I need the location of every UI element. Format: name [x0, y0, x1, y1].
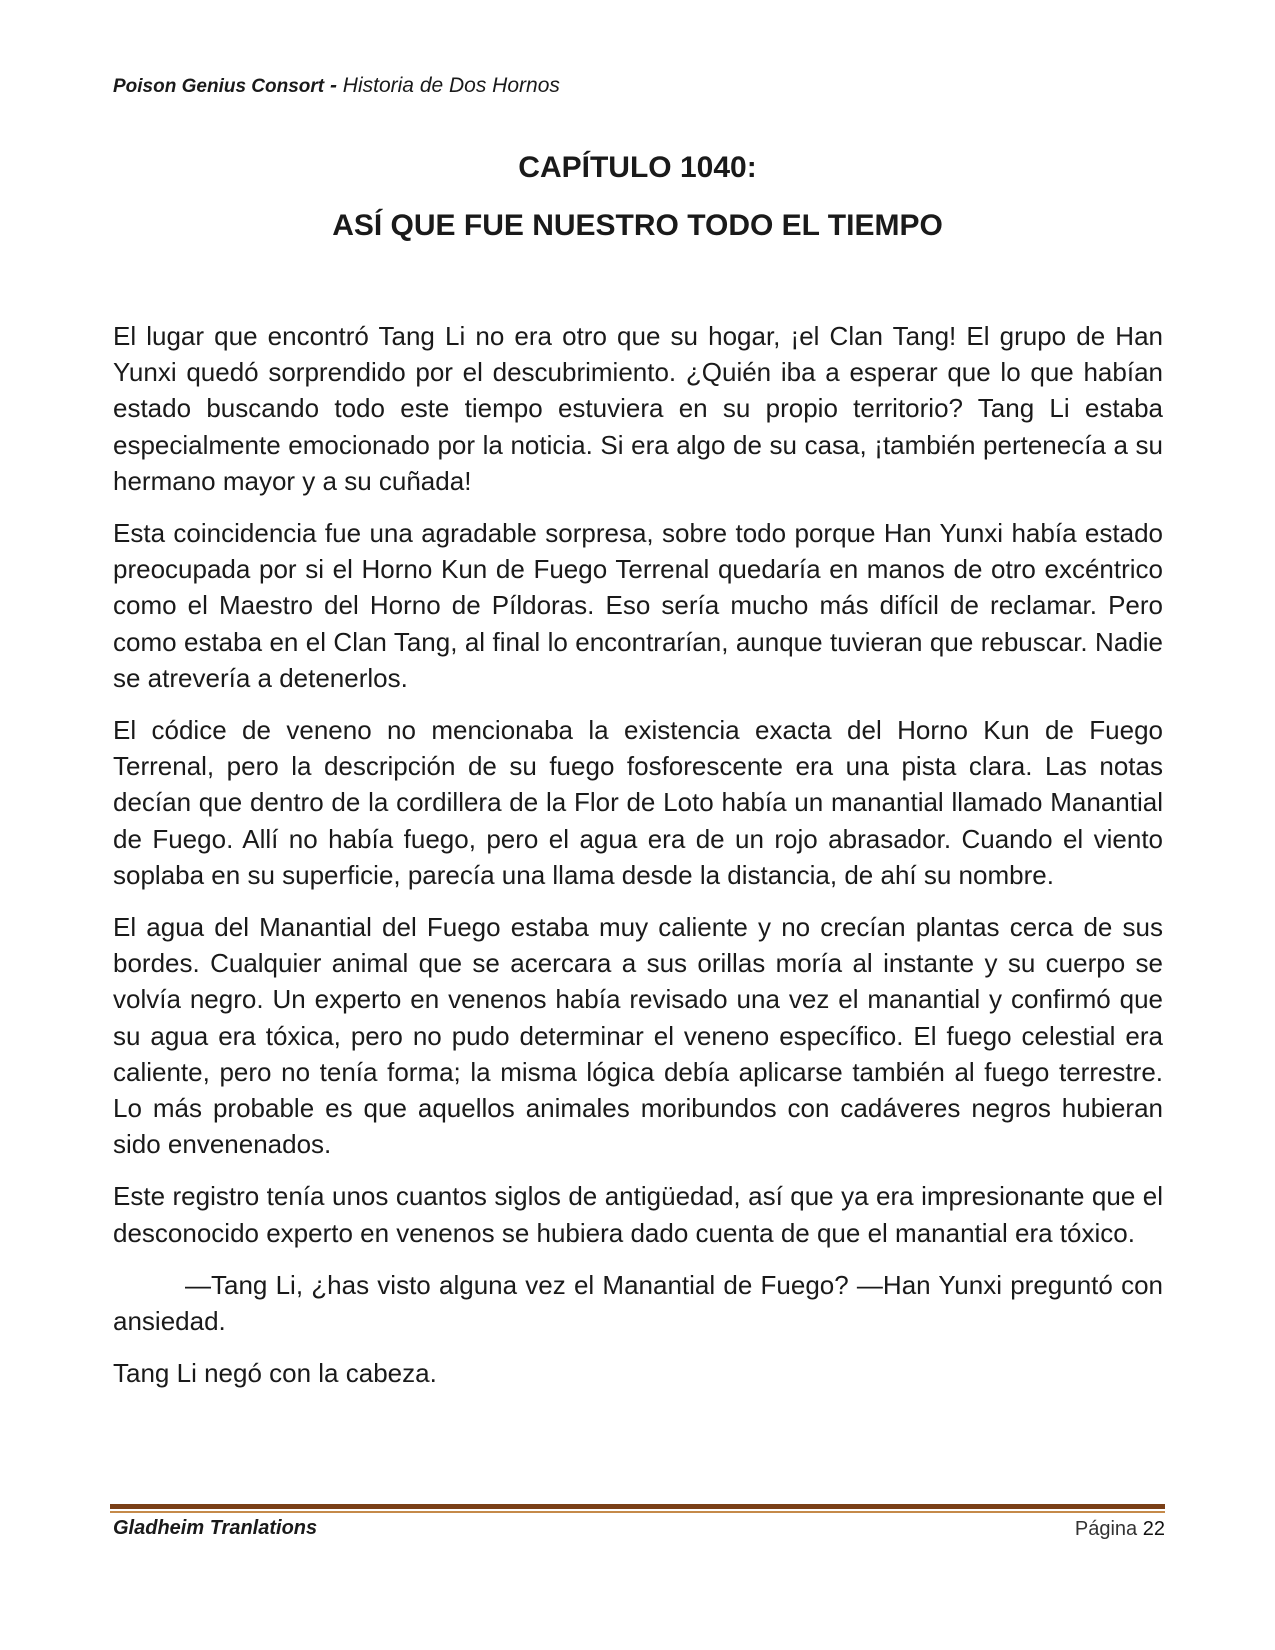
- paragraph: El lugar que encontró Tang Li no era otro que su hogar, ¡el Clan Tang! El grupo de Han Yunxi quedó sorprendido por el descubrimiento. ¿Quién iba a esperar que lo que habían estado buscando todo este tiempo estuviera en su propio territorio? Tang Li estaba especialmente emocionado por la noticia. Si era algo de su casa, ¡también pertenecía a su hermano mayor y a su cuñada!: [113, 321, 1163, 496]
- footer-divider: [110, 1504, 1165, 1513]
- series-title: Poison Genius Consort: [113, 76, 325, 97]
- page-number: [1075, 1518, 1165, 1541]
- page-number-value: 22: [1142, 1518, 1165, 1540]
- dialogue-paragraph: —Tang Li, ¿has visto alguna vez el Manantial de Fuego? —Han Yunxi preguntó con ansiedad.: [113, 1269, 1163, 1337]
- footer-rule-thin: [110, 1511, 1165, 1513]
- chapter-title: ASÍ QUE FUE NUESTRO TODO EL TIEMPO: [332, 209, 943, 242]
- paragraph: Esta coincidencia fue una agradable sorpresa, sobre todo porque Han Yunxi había estado preocupada por si el Horno Kun de Fuego Terrenal quedaría en manos de otro excéntrico como el Maestro del Horno de Píldoras. Eso sería mucho más difícil de reclamar. Pero como estaba en el Clan Tang, al final lo encontrarían, aunque tuvieran que rebuscar. Nadie se atrevería a detenerlos.: [113, 518, 1163, 693]
- footer-rule-thick: [110, 1504, 1165, 1509]
- running-header: [113, 74, 560, 98]
- paragraph: Este registro tenía unos cuantos siglos de antigüedad, así que ya era impresionante que el desconocido experto en venenos se hubiera dado cuenta de que el manantial era tóxico.: [113, 1181, 1163, 1248]
- chapter-number: CAPÍTULO 1040:: [518, 151, 757, 184]
- paragraph: Tang Li negó con la cabeza.: [113, 1358, 437, 1389]
- paragraph: El agua del Manantial del Fuego estaba muy caliente y no crecían plantas cerca de sus bordes. Cualquier animal que se acercara a sus orillas moría al instante y su cuerpo se volvía negro. Un experto en venenos había revisado una vez el manantial y confirmó que su agua era tóxica, pero no pudo determinar el veneno específico. El fuego celestial era caliente, pero no tenía forma; la misma lógica debía aplicarse también al fuego terrestre. Lo más probable es que aquellos animales moribundos con cadáveres negros hubieran sido envenenados.: [113, 912, 1163, 1160]
- paragraph: El códice de veneno no mencionaba la existencia exacta del Horno Kun de Fuego Terrenal, pero la descripción de su fuego fosforescente era una pista clara. Las notas decían que dentro de la cordillera de la Flor de Loto había un manantial llamado Manantial de Fuego. Allí no había fuego, pero el agua era de un rojo abrasador. Cuando el viento soplaba en su superficie, parecía una llama desde la distancia, de ahí su nombre.: [113, 715, 1163, 890]
- header-separator: -: [324, 74, 343, 97]
- volume-subtitle: Historia de Dos Hornos: [342, 74, 560, 97]
- chapter-body: [113, 318, 1163, 1407]
- page-label: Página: [1074, 1518, 1138, 1540]
- footer-credit: Gladheim Tranlations: [113, 1517, 318, 1539]
